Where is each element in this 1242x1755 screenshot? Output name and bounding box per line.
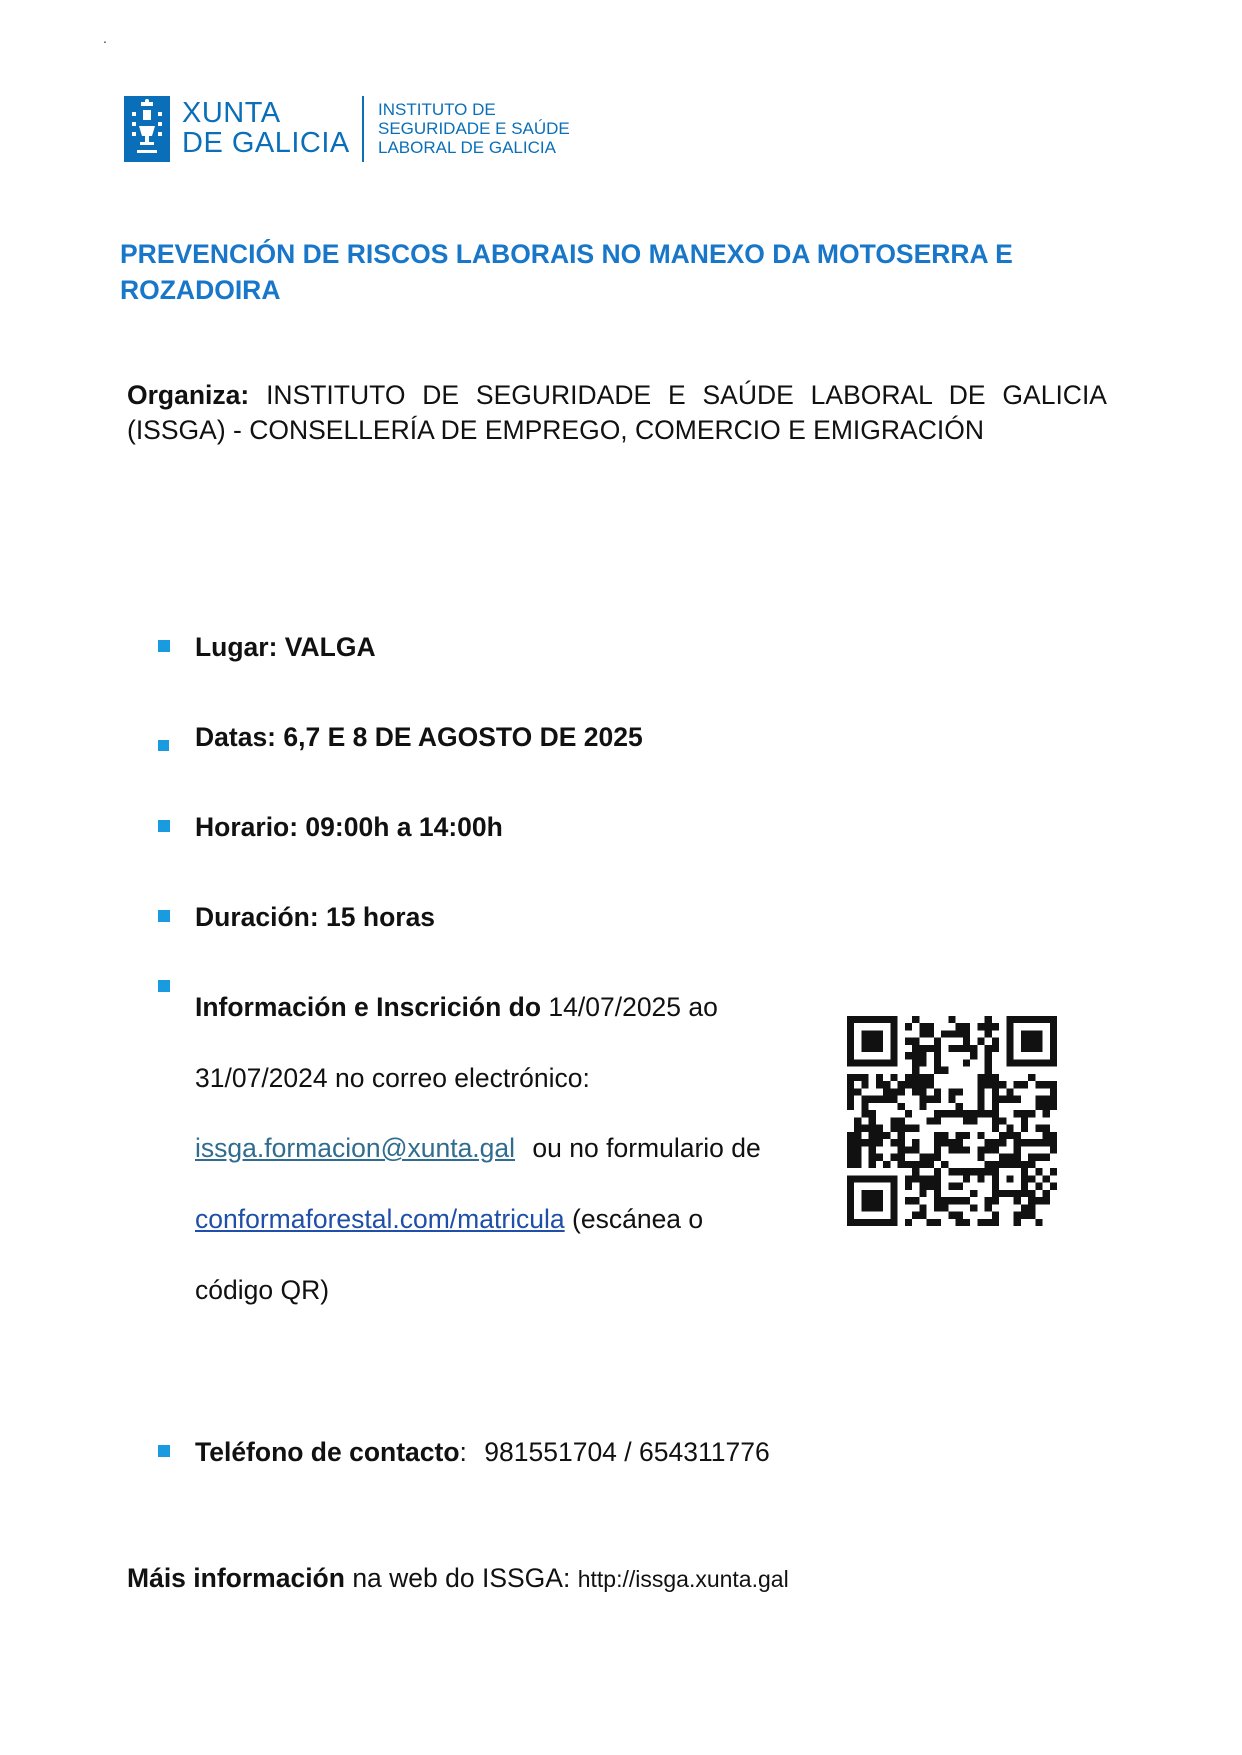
logo-divider <box>362 96 364 162</box>
institute-line-3: LABORAL DE GALICIA <box>378 138 556 157</box>
bullet-icon <box>158 1445 170 1457</box>
info-line-2: 31/07/2024 no correo electrónico: <box>195 1063 590 1093</box>
qr-code-icon[interactable] <box>847 1016 1057 1226</box>
bullet-icon <box>158 640 170 652</box>
organiza-label: Organiza: <box>127 380 250 410</box>
organiza-text: INSTITUTO DE SEGURIDADE E SAÚDE LABORAL DE GALICIA (ISSGA) - CONSELLERÍA DE EMPREGO, COMERCIO E EMIGRACIÓN <box>127 380 1107 445</box>
contact-line <box>195 1437 770 1468</box>
institute-line-2: SEGURIDADE E SAÚDE <box>378 119 570 138</box>
bullet-icon <box>158 740 169 751</box>
more-info-label: Máis información <box>127 1563 345 1593</box>
more-info-text: na web do ISSGA: <box>352 1563 571 1593</box>
contact-label: Teléfono de contacto <box>195 1437 460 1467</box>
bullet-icon <box>158 980 170 992</box>
info-label: Información e Inscrición do <box>195 992 542 1022</box>
institute-line-1: INSTITUTO DE <box>378 100 496 119</box>
more-info-line <box>127 1563 789 1594</box>
datas-line: Datas: 6,7 E 8 DE AGOSTO DE 2025 <box>195 722 643 752</box>
info-line-4 <box>195 1204 703 1235</box>
header-logo <box>124 96 594 166</box>
institute-wordmark <box>378 100 570 157</box>
horario-line: Horario: 09:00h a 14:00h <box>195 812 503 842</box>
xunta-line-2: DE GALICIA <box>182 127 350 159</box>
organiza-paragraph <box>127 378 1107 448</box>
form-link[interactable]: conformaforestal.com/matricula <box>195 1204 565 1234</box>
info-line-3 <box>195 1133 761 1164</box>
more-info-url[interactable]: http://issga.xunta.gal <box>577 1566 789 1592</box>
info-line-5: código QR) <box>195 1275 330 1305</box>
info-from-date: 14/07/2025 <box>548 992 682 1022</box>
xunta-line-1: XUNTA <box>182 97 281 129</box>
course-title: PREVENCIÓN DE RISCOS LABORAIS NO MANEXO DA MOTOSERRA E ROZADOIRA <box>120 239 1013 305</box>
email-link[interactable]: issga.formacion@xunta.gal <box>195 1133 516 1163</box>
bullet-icon <box>158 910 170 922</box>
duracion-line: Duración: 15 horas <box>195 902 436 932</box>
contact-phones: 981551704 / 654311776 <box>484 1437 770 1467</box>
bullet-icon <box>158 820 170 832</box>
xunta-wordmark <box>182 98 350 158</box>
xunta-shield-icon <box>124 96 170 162</box>
info-line-1 <box>195 992 718 1023</box>
top-mark: . <box>103 30 107 46</box>
contact-colon: : <box>459 1437 467 1467</box>
info-ao: ao <box>688 992 718 1022</box>
lugar-line: Lugar: VALGA <box>195 632 376 662</box>
scan-text: (escánea o <box>572 1204 704 1234</box>
ou-text: ou no formulario de <box>532 1133 761 1163</box>
